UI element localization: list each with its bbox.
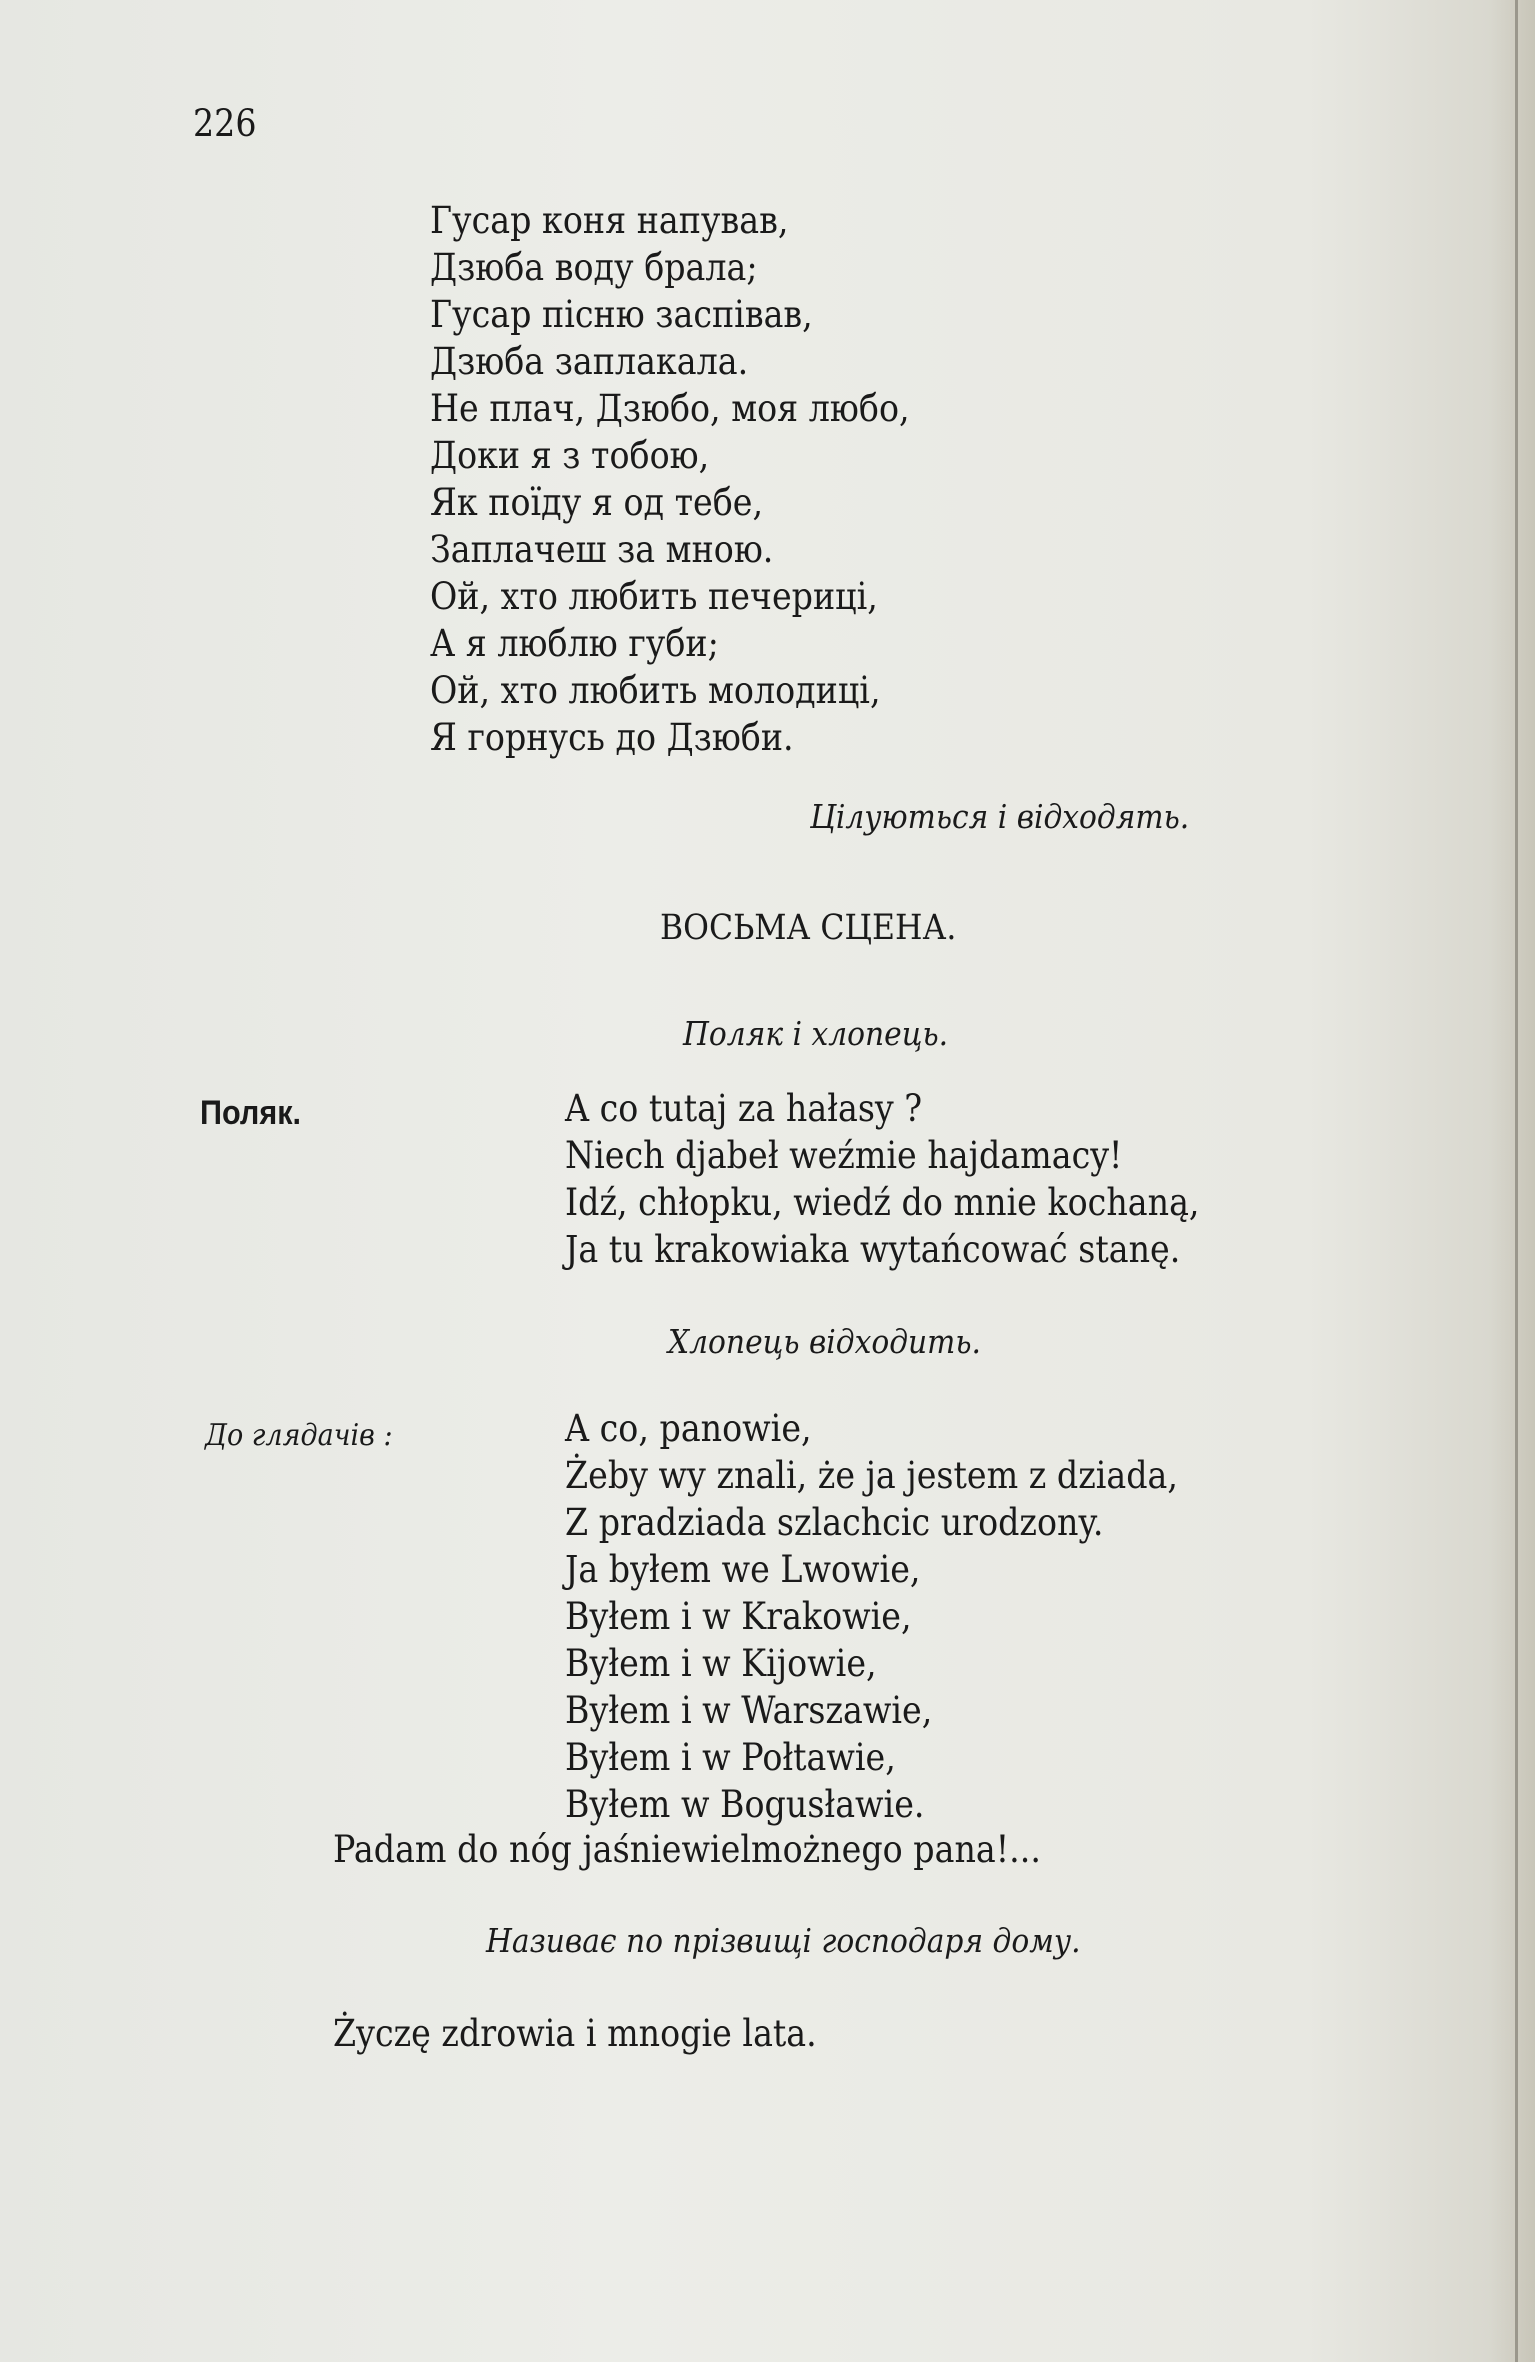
- verse-line: Żeby wy znali, że ja jestem z dziada,: [565, 1454, 1178, 1497]
- verse-line: Гусар пісню заспівав,: [430, 293, 813, 336]
- verse-line: Ой, хто любить печериці,: [430, 575, 878, 618]
- verse-line: Padam do nóg jaśniewielmożnego pana!...: [333, 1828, 1041, 1871]
- verse-line: Доки я з тобою,: [430, 434, 710, 477]
- polish-stanza: [565, 1405, 1246, 1828]
- verse-line: Дзюба заплакала.: [430, 340, 749, 383]
- verse-line: A co tutaj za hałasy ?: [565, 1087, 923, 1130]
- verse-line: A co, panowie,: [565, 1407, 812, 1450]
- verse-line: Byłem i w Warszawie,: [565, 1689, 933, 1732]
- verse-line: Byłem i w Krakowie,: [565, 1595, 912, 1638]
- verse-line: Заплачеш за мною.: [430, 528, 774, 571]
- verse-line: Як поїду я од тебе,: [430, 481, 764, 524]
- page-edge: [1515, 0, 1518, 2362]
- verse-line: А я люблю губи;: [430, 622, 719, 665]
- verse-line: Byłem w Bogusławie.: [565, 1783, 925, 1826]
- verse-line: Я горнусь до Дзюби.: [430, 716, 794, 759]
- verse-line: Z pradziada szlachcic urodzony.: [565, 1501, 1104, 1544]
- verse-line: Ja byłem we Lwowie,: [565, 1548, 921, 1591]
- verse-line: Idź, chłopku, wiedź do mnie kochaną,: [565, 1181, 1200, 1224]
- page-number: 226: [193, 102, 257, 145]
- stage-direction: Називає по прізвищі господаря дому.: [486, 1921, 1081, 1960]
- verse-line: Дзюба воду брала;: [430, 246, 758, 289]
- verse-line: Ой, хто любить молодиці,: [430, 669, 881, 712]
- verse-line: Byłem i w Kijowie,: [565, 1642, 877, 1685]
- verse-line: Życzę zdrowia i mnogie lata.: [333, 2012, 817, 2055]
- polish-stanza: [565, 1085, 1270, 1273]
- stage-direction: Хлопець відходить.: [668, 1322, 981, 1361]
- speaker-label: Поляк.: [200, 1094, 302, 1132]
- verse-line: Byłem i w Połtawie,: [565, 1736, 896, 1779]
- scene-cast: Поляк і хлопець.: [683, 1014, 949, 1053]
- verse-line: Ja tu krakowiaka wytańcować stanę.: [565, 1228, 1181, 1271]
- verse-line: Niech djabeł weźmie hajdamacy!: [565, 1134, 1123, 1177]
- aside-label: До глядачів :: [205, 1418, 393, 1453]
- scene-title: ВОСЬМА СЦЕНА.: [660, 908, 957, 948]
- verse-line: Гусар коня напував,: [430, 199, 789, 242]
- verse-line: Не плач, Дзюбо, моя любо,: [430, 387, 910, 430]
- song-stanza: [430, 197, 963, 761]
- stage-direction: Цілуються і відходять.: [810, 797, 1190, 836]
